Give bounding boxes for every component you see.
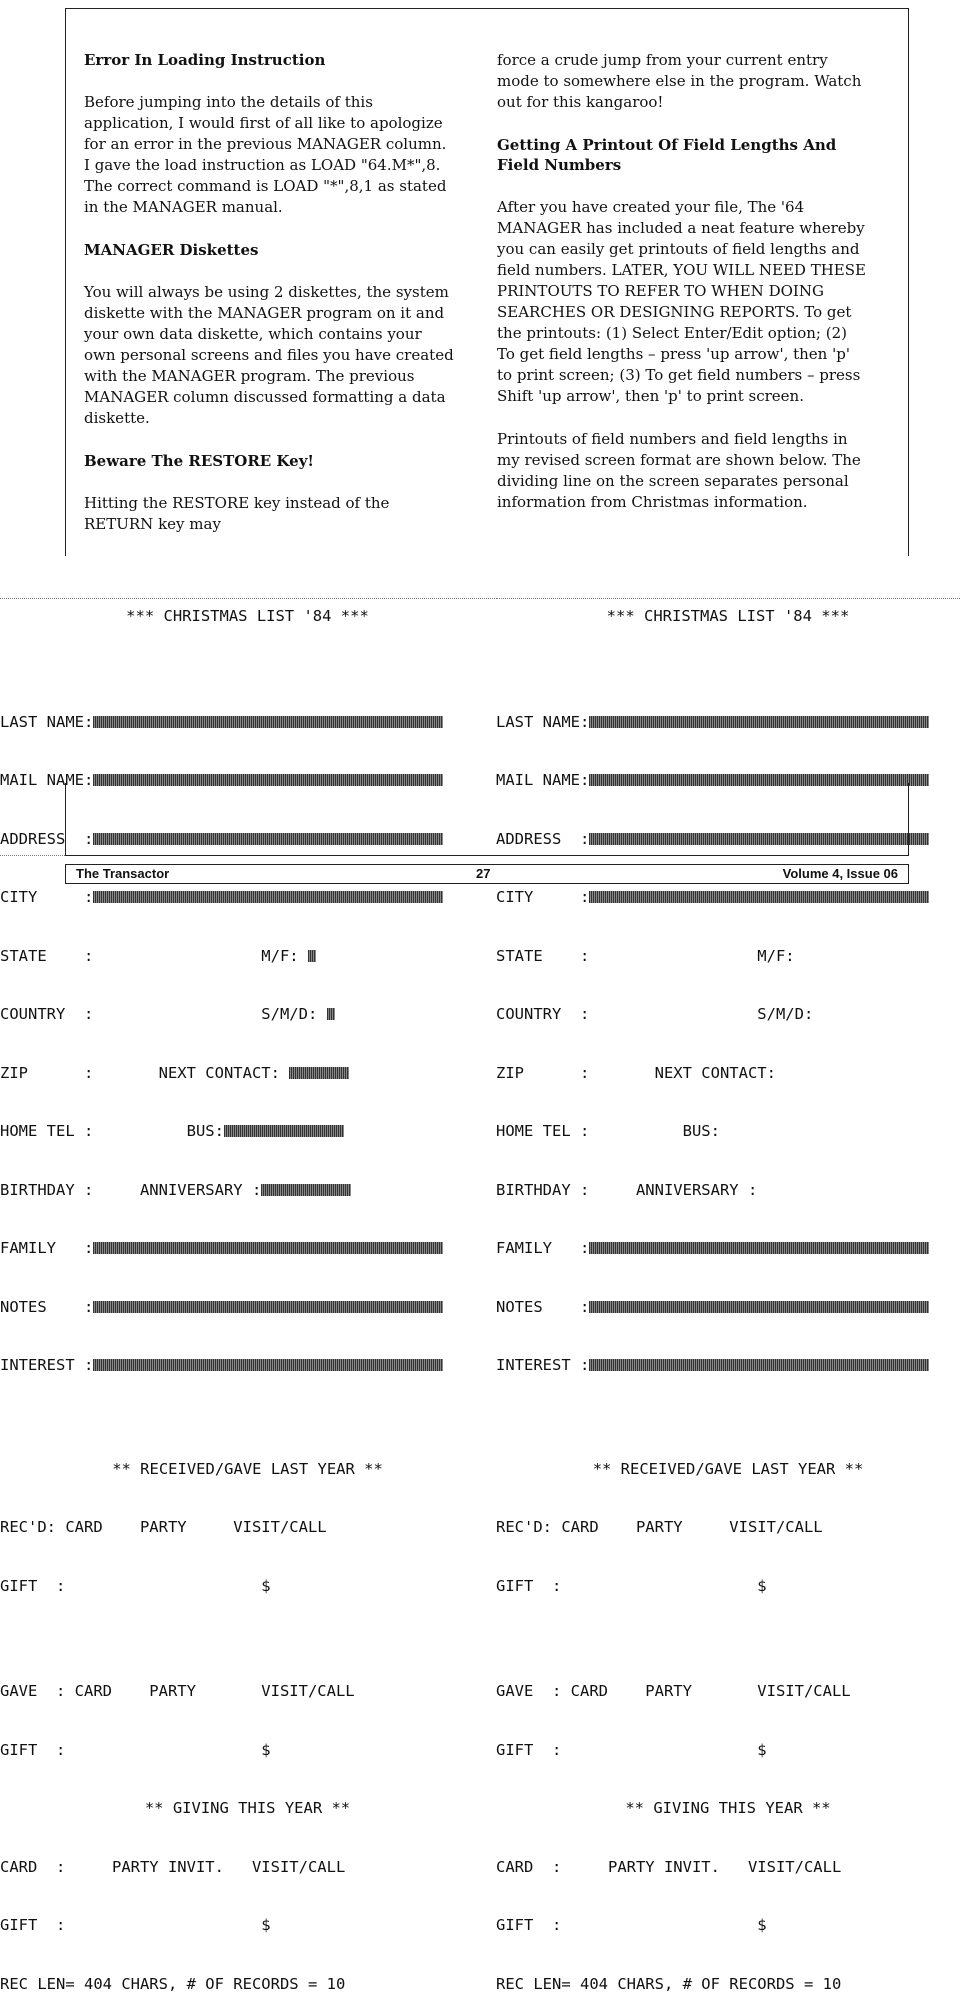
article-frame-bottom [65, 783, 909, 856]
footer-magazine: The Transactor [76, 866, 170, 881]
screen-title: *** CHRISTMAS LIST '84 *** [126, 607, 369, 625]
right-column [497, 50, 869, 535]
screen-line: CITY : [0, 888, 495, 908]
screen-line: GAVE : CARD PARTY VISIT/CALL [496, 1682, 851, 1700]
screen-line: INTEREST : [0, 1356, 495, 1376]
screen-line: STATE : M/F: [0, 947, 495, 967]
screen-title: *** CHRISTMAS LIST '84 *** [606, 607, 850, 625]
heading-restore-key: Beware The RESTORE Key! [84, 452, 314, 470]
section-heading: ** RECEIVED/GAVE LAST YEAR ** [592, 1459, 864, 1478]
screen-line: ZIP : NEXT CONTACT: [496, 1063, 786, 1082]
paragraph: Printouts of field numbers and field lengths in my revised screen format are shown below. The dividing line on the screen separates personal information from Christmas information. [497, 430, 861, 511]
heading-error-loading: Error In Loading Instruction [84, 51, 326, 69]
screen-line: COUNTRY : S/M/D: [0, 1005, 495, 1025]
heading-printout: Getting A Printout Of Field Lengths And Field Numbers [497, 136, 837, 174]
screen-line: COUNTRY : S/M/D: [496, 1005, 823, 1023]
divider [496, 598, 960, 600]
screen-line: GIFT : $ [0, 1916, 271, 1934]
screen-line: MAIL NAME: [0, 771, 495, 791]
screen-line: LAST NAME: [496, 713, 960, 733]
paragraph: force a crude jump from your current entry mode to somewhere else in the program. Watch out for this kangaroo! [497, 51, 862, 111]
screen-line: FAMILY : [0, 1239, 495, 1259]
screen-line: CARD : PARTY INVIT. VISIT/CALL [496, 1857, 842, 1876]
paragraph: After you have created your file, The '64 MANAGER has included a neat feature whereby you can easily get printouts of field lengths and field numbers. LATER, YOU WILL NEED THESE PRINTOUTS TO REFER TO WHEN DOING SEARCHES OR DESIGNING REPORTS. To get the printouts: (1) Select Enter/Edit option; (2) To get field lengths – press 'up arrow', then 'p' to print screen; (3) To get field numbers – press Shift 'up arrow', then 'p' to print screen. [497, 198, 866, 405]
screen-line: FAMILY : [496, 1239, 960, 1259]
heading-manager-diskettes: MANAGER Diskettes [84, 241, 259, 259]
paragraph: You will always be using 2 diskettes, the system diskette with the MANAGER program on it and your own data diskette, which contains your own personal screens and files you have created with the MANAGER program. The previous MANAGER column discussed formatting a data diskette. [84, 283, 454, 427]
paragraph: Before jumping into the details of this application, I would first of all like to apologize for an error in the previous MANAGER column. I gave the load instruction as LOAD "64.M*",8. The correct command is LOAD "*",8,1 as stated in the MANAGER manual. [84, 93, 447, 216]
screen-line: LAST NAME: [0, 713, 495, 733]
page-footer [65, 864, 909, 884]
screen-line: GIFT : $ [496, 1576, 767, 1595]
left-column [84, 50, 456, 557]
screen-line: NOTES : [496, 1298, 960, 1318]
section-heading: ** GIVING THIS YEAR ** [144, 1799, 351, 1817]
screen-line: GIFT : $ [496, 1740, 767, 1759]
screen-line: NOTES : [0, 1298, 495, 1318]
divider [0, 598, 495, 600]
screen-line: GAVE : CARD PARTY VISIT/CALL [0, 1682, 355, 1700]
screen-line: STATE : M/F: [496, 946, 804, 965]
footer-issue: Volume 4, Issue 06 [782, 866, 898, 881]
screen-line: MAIL NAME: [496, 771, 960, 791]
screen-line: BIRTHDAY : ANNIVERSARY : [0, 1181, 495, 1201]
screen-line: GIFT : $ [0, 1740, 271, 1759]
screen-line: INTEREST : [496, 1356, 960, 1376]
screen-line: HOME TEL : BUS: [496, 1122, 720, 1140]
screen-line: BIRTHDAY : ANNIVERSARY : [496, 1180, 758, 1199]
screen-line: GIFT : $ [0, 1576, 271, 1595]
footer-page-number: 27 [476, 866, 491, 881]
section-heading: ** GIVING THIS YEAR ** [625, 1799, 831, 1817]
screen-line: ZIP : NEXT CONTACT: [0, 1064, 495, 1084]
screen-line: CARD : PARTY INVIT. VISIT/CALL [0, 1857, 346, 1876]
screen-line: ADDRESS : [0, 830, 495, 850]
paragraph: Hitting the RESTORE key instead of the RETURN key may [84, 494, 390, 533]
section-heading: ** RECEIVED/GAVE LAST YEAR ** [112, 1459, 383, 1478]
screen-line: GIFT : $ [496, 1916, 767, 1934]
screen-line: CITY : [496, 888, 960, 908]
screen-line: ADDRESS : [496, 830, 960, 850]
screen-footer-line: REC LEN= 404 CHARS, # OF RECORDS = 10 [0, 1974, 346, 1993]
screen-line: REC'D: CARD PARTY VISIT/CALL [496, 1518, 823, 1536]
screen-footer-line: REC LEN= 404 CHARS, # OF RECORDS = 10 [496, 1974, 842, 1993]
screen-line: REC'D: CARD PARTY VISIT/CALL [0, 1518, 327, 1536]
screen-line: HOME TEL : BUS: [0, 1122, 495, 1142]
